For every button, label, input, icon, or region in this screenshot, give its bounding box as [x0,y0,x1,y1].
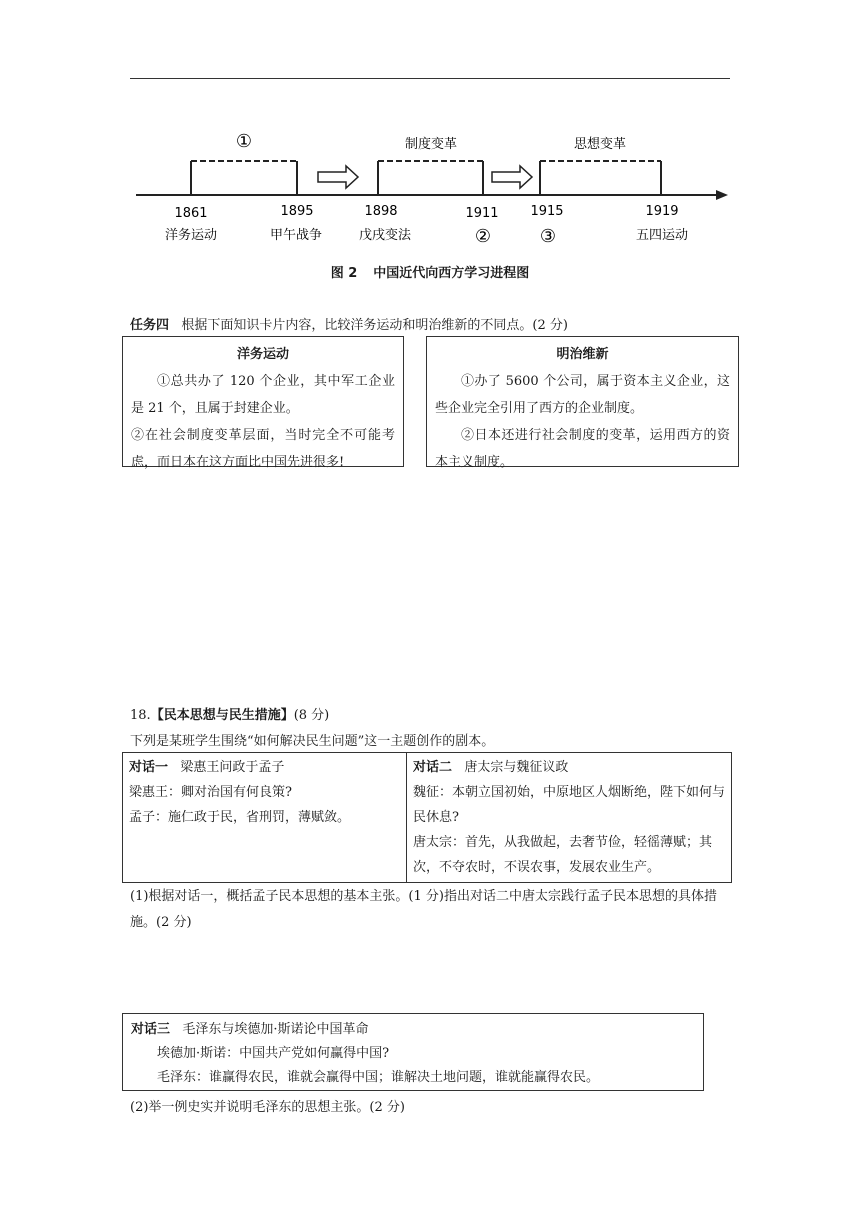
card-title: 明治维新 [556,347,609,362]
year-1911: 1911 [465,206,499,221]
figure-caption [0,262,860,281]
event-blank-2: ② [474,226,492,247]
stage-box-2 [378,161,483,195]
event-wuxu: 戊戌变法 [358,228,412,243]
question-number: 18. [130,708,151,723]
dialog-label: 对话二 [413,760,453,775]
timeline-arrowhead [716,190,728,200]
dialog-title: 毛泽东与埃德加·斯诺论中国革命 [182,1022,369,1037]
card-paragraph: ①办了 5600 个公司，属于资本主义企业，这些企业完全引用了西方的企业制度。 [435,374,730,416]
dialog-line: 梁惠王：卿对治国有何良策? [129,785,292,800]
task4-heading [130,314,568,333]
figure-title: 中国近代向西方学习进程图 [373,266,530,281]
dialog-line: 毛泽东：谁赢得农民，谁就会赢得中国；谁解决土地问题，谁就能赢得农民。 [157,1070,600,1085]
dialog-2-cell [407,753,732,883]
card-paragraph: ②日本还进行社会制度的变革，运用西方的资本主义制度。 [435,428,730,470]
event-yangwu: 洋务运动 [164,228,218,243]
year-1861: 1861 [174,206,208,221]
dialog-3-box [122,1013,704,1091]
card-paragraph: ①总共办了 120 个企业，其中军工企业是 21 个，且属于封建企业。 [131,374,395,416]
dialog-label: 对话三 [131,1022,171,1037]
year-1919: 1919 [645,204,679,219]
event-wusi: 五四运动 [635,228,689,243]
stage-box-3 [540,161,661,195]
knowledge-card-meiji [426,336,739,470]
year-1895: 1895 [280,204,314,219]
dialog-table [122,752,732,883]
transition-arrow-2 [492,166,532,188]
stage-box-1 [191,161,297,195]
question-points: (8 分) [293,708,330,723]
question-18-intro: 下列是某班学生围绕“如何解决民生问题”这一主题创作的剧本。 [130,734,495,749]
knowledge-card-yangwu [122,336,404,470]
dialog-line: 埃德加·斯诺：中国共产党如何赢得中国? [157,1046,390,1061]
question-2-text: (2)举一例史实并说明毛泽东的思想主张。(2 分) [130,1100,405,1115]
question-title: 【民本思想与民生措施】 [150,708,294,723]
stage-label-2: 制度变革 [404,137,458,152]
transition-arrow-1 [318,166,358,188]
dialog-title: 梁惠王问政于孟子 [180,760,285,775]
dialog-line: 魏征：本朝立国初始，中原地区人烟断绝，陛下如何与民休息? [413,785,726,825]
event-jiawu: 甲午战争 [269,228,323,243]
year-1898: 1898 [364,204,398,219]
card-title: 洋务运动 [236,347,289,362]
stage-label-1: ① [235,131,253,152]
dialog-1-cell [123,753,407,883]
card-paragraph: ②在社会制度变革层面，当时完全不可能考虑，而日本在这方面比中国先进很多! [131,428,395,470]
task4-label: 任务四 [130,318,170,333]
year-1915: 1915 [530,204,564,219]
task4-text: 根据下面知识卡片内容，比较洋务运动和明治维新的不同点。(2 分) [181,318,568,333]
question-1-text: (1)根据对话一，概括孟子民本思想的基本主张。(1 分)指出对话二中唐太宗践行孟子民本思想的具体措施。(2 分) [130,889,717,930]
dialog-label: 对话一 [129,760,169,775]
dialog-line: 唐太宗：首先，从我做起，去奢节俭，轻徭薄赋；其次，不夺农时，不误农事，发展农业生产。 [413,835,713,875]
stage-label-3: 思想变革 [573,137,627,152]
timeline-figure [0,120,860,255]
question-18-heading [130,704,329,723]
header-rule [130,78,730,79]
dialog-title: 唐太宗与魏征议政 [464,760,569,775]
event-blank-3: ③ [539,226,557,247]
dialog-line: 孟子：施仁政于民，省刑罚，薄赋敛。 [129,810,351,825]
figure-number: 图 2 [330,266,358,281]
